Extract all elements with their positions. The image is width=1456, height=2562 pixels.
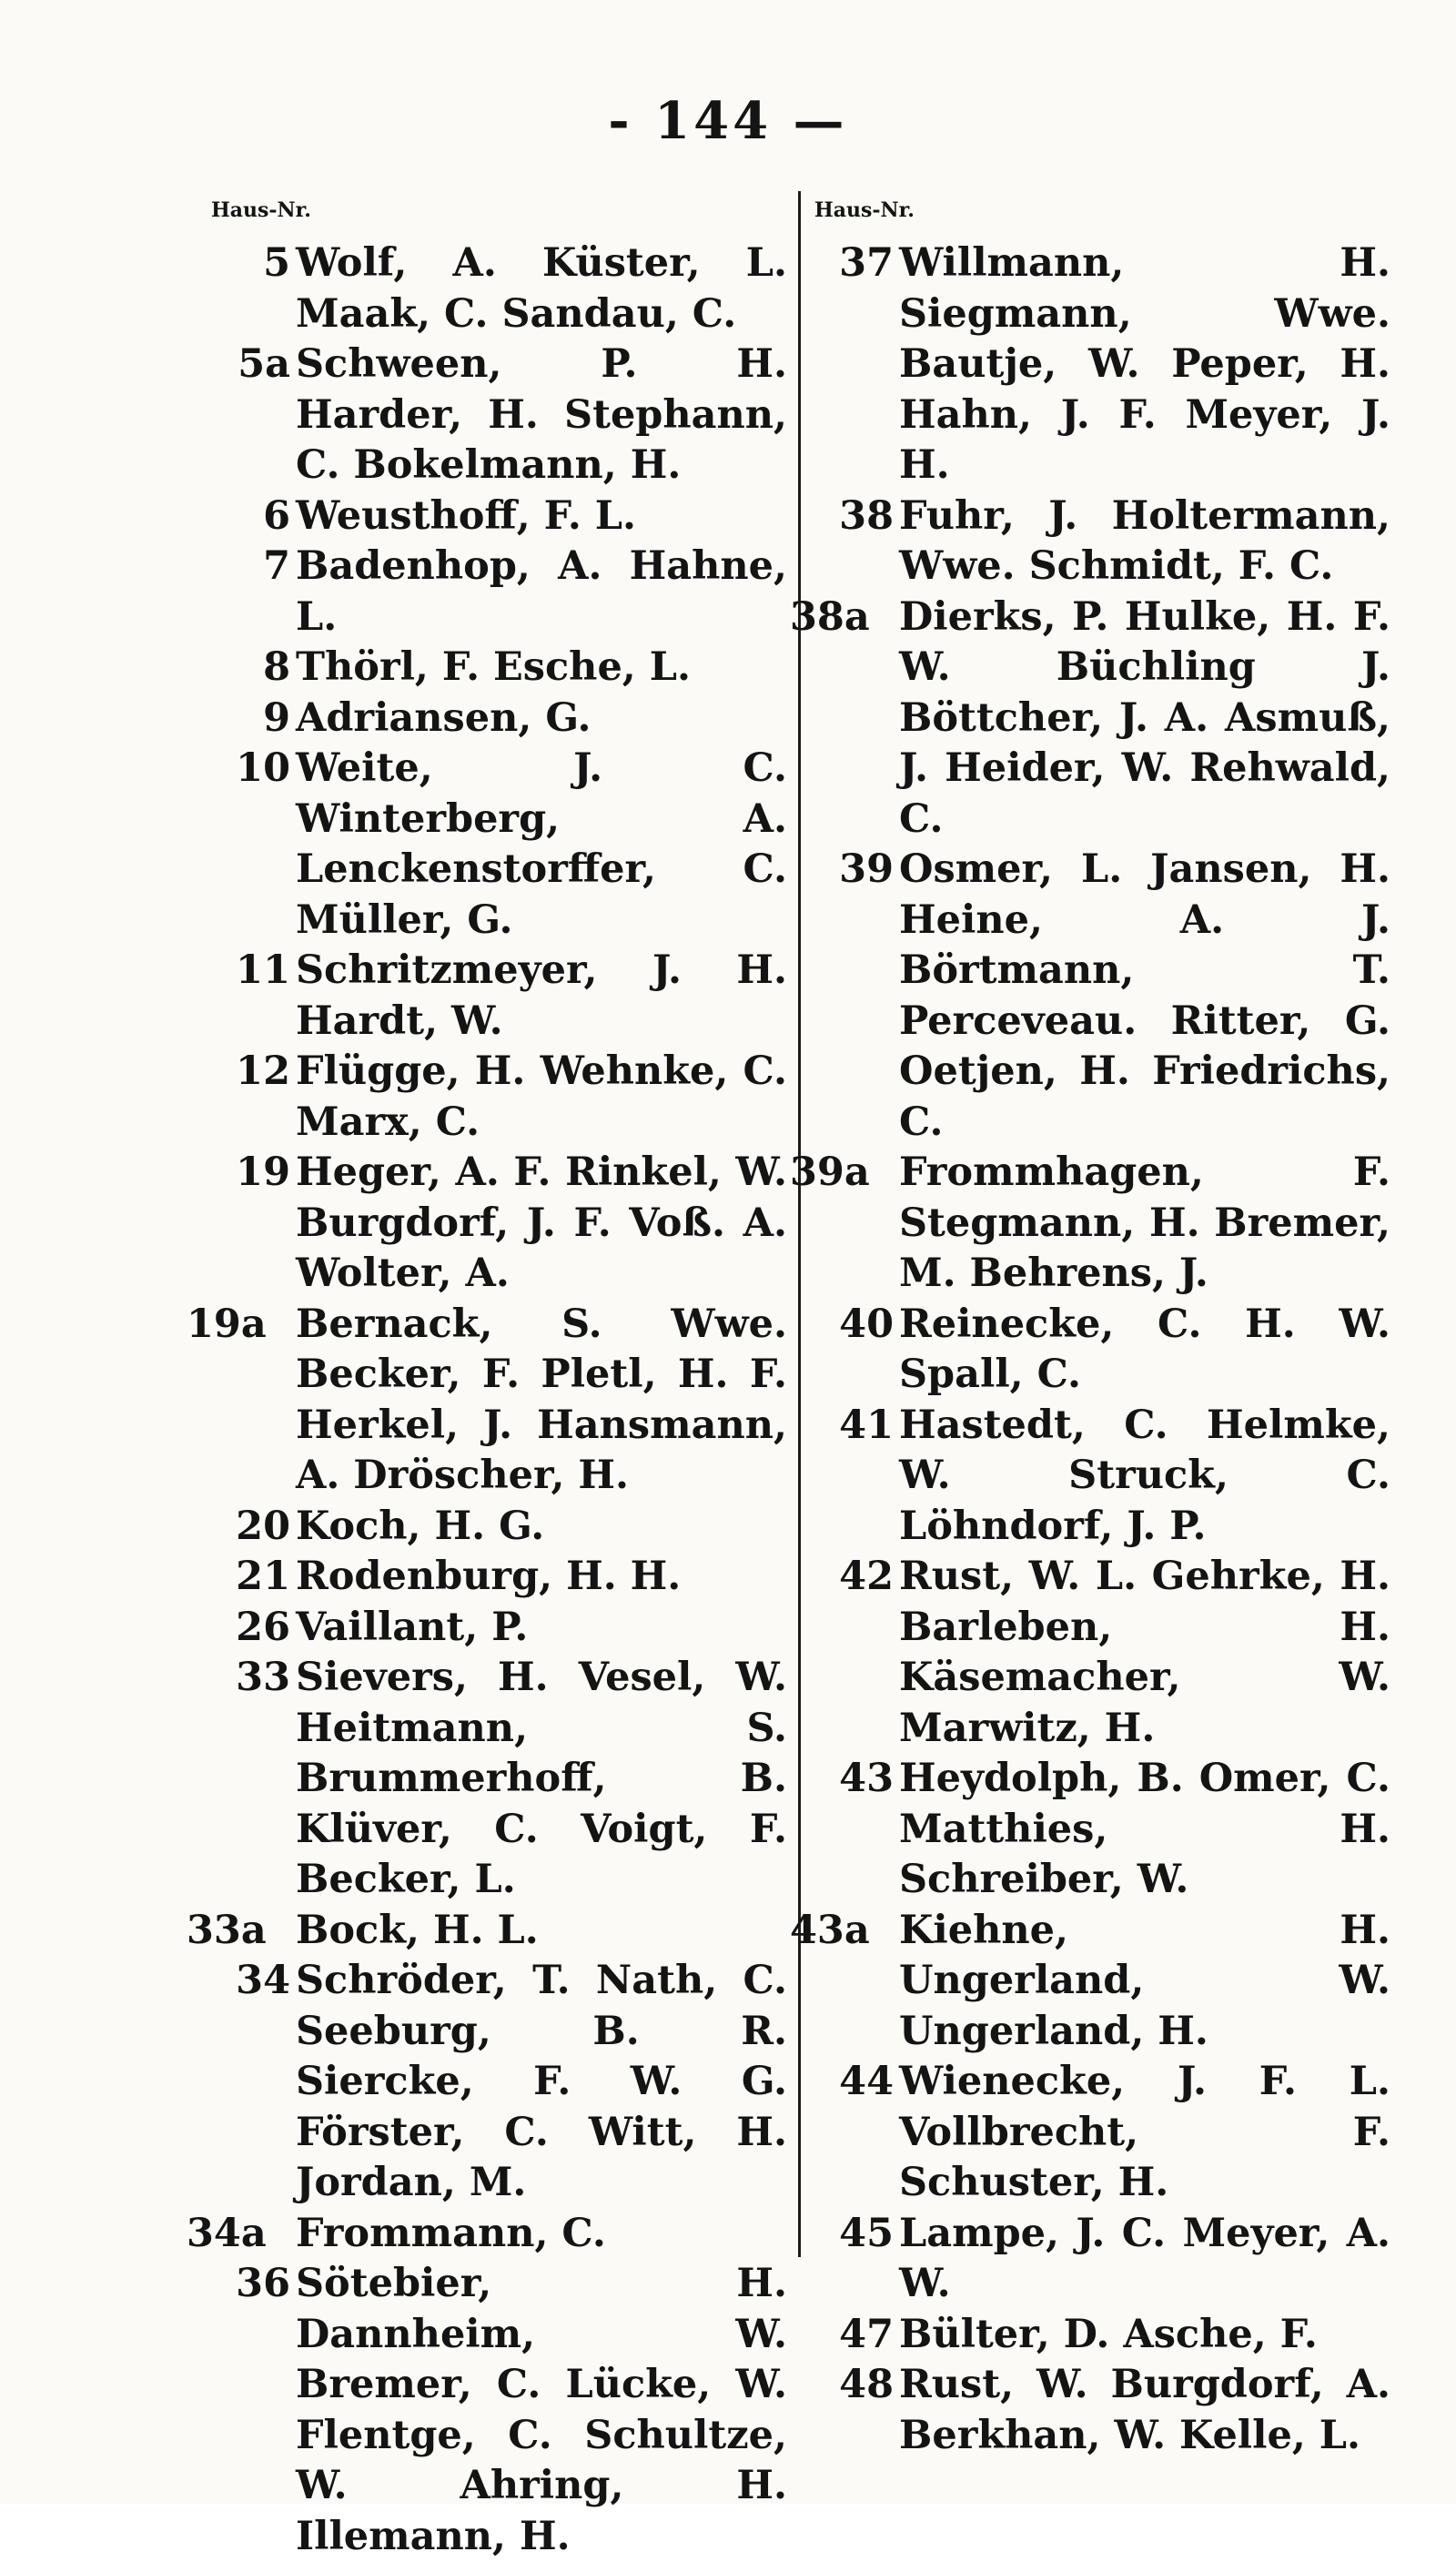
residents: Lampe, J. C. Meyer, A. W. bbox=[899, 2210, 1390, 2306]
house-number: 39 bbox=[839, 846, 894, 892]
house-entry bbox=[808, 2310, 1390, 2361]
house-number: 48 bbox=[839, 2362, 894, 2407]
left-column-header: Haus-Nr. bbox=[211, 198, 311, 222]
house-entry bbox=[187, 1300, 787, 1502]
residents: Bülter, D. Asche, F. bbox=[899, 2311, 1318, 2357]
house-entry bbox=[808, 2360, 1390, 2461]
house-entry bbox=[187, 1906, 787, 1957]
house-number: 38 bbox=[839, 492, 894, 539]
house-number: 5 bbox=[263, 240, 290, 286]
house-entry bbox=[790, 1148, 1390, 1300]
residents: Schritzmeyer, J. H. Hardt, W. bbox=[296, 947, 787, 1044]
house-entry bbox=[808, 2209, 1390, 2310]
house-number: 12 bbox=[236, 1048, 290, 1094]
house-number: 47 bbox=[839, 2311, 894, 2357]
residents: Bock, H. L. bbox=[296, 1907, 539, 1953]
house-number: 33a bbox=[187, 1907, 267, 1953]
residents: Weusthoff, F. L. bbox=[296, 492, 637, 539]
residents: Weite, J. C. Winterberg, A. Lenckenstorffer, C. Müller, G. bbox=[296, 745, 787, 943]
house-entry bbox=[808, 2057, 1390, 2209]
residents: Rust, W. L. Gehrke, H. Barleben, H. Käsemacher, W. Marwitz, H. bbox=[899, 1554, 1390, 1751]
house-entry bbox=[205, 491, 787, 542]
residents: Rust, W. Burgdorf, A. Berkhan, W. Kelle, L. bbox=[899, 2362, 1390, 2458]
residents: Bernack, S. Wwe. Becker, F. Pletl, H. F. Herkel, J. Hansmann, A. Dröscher, H. bbox=[296, 1301, 787, 1498]
house-number: 6 bbox=[263, 492, 290, 539]
house-number: 34a bbox=[187, 2210, 267, 2256]
left-column bbox=[187, 238, 787, 2562]
house-number: 39a bbox=[790, 1149, 870, 1195]
house-entry bbox=[808, 845, 1390, 1148]
right-column bbox=[790, 238, 1390, 2461]
residents: Schröder, T. Nath, C. Seeburg, B. R. Siercke, F. W. G. Förster, C. Witt, H. Jordan, M. bbox=[296, 1958, 787, 2205]
house-number: 42 bbox=[839, 1554, 894, 1599]
house-entry bbox=[205, 1552, 787, 1603]
residents: Sievers, H. Vesel, W. Heitmann, S. Brummerhoff, B. Klüver, C. Voigt, F. Becker, L. bbox=[296, 1655, 787, 1902]
residents: Vaillant, P. bbox=[296, 1604, 529, 1650]
house-entry bbox=[808, 1401, 1390, 1553]
house-entry bbox=[205, 1956, 787, 2209]
house-entry bbox=[205, 2259, 787, 2562]
residents: Fuhr, J. Holtermann, Wwe. Schmidt, F. C. bbox=[899, 492, 1390, 589]
house-number: 21 bbox=[236, 1554, 290, 1599]
residents: Wolf, A. Küster, L. Maak, C. Sandau, C. bbox=[296, 240, 787, 337]
residents: Rodenburg, H. H. bbox=[296, 1554, 682, 1599]
house-number: 43a bbox=[790, 1907, 870, 1953]
house-number: 45 bbox=[839, 2210, 894, 2256]
house-number: 7 bbox=[263, 543, 290, 589]
house-entry bbox=[205, 1603, 787, 1654]
house-entry bbox=[808, 1300, 1390, 1401]
residents: Koch, H. G. bbox=[296, 1503, 545, 1549]
house-entry bbox=[808, 1754, 1390, 1906]
residents: Frommhagen, F. Stegmann, H. Bremer, M. Behrens, J. bbox=[899, 1149, 1390, 1296]
house-number: 19a bbox=[187, 1301, 267, 1347]
residents: Sötebier, H. Dannheim, W. Bremer, C. Lücke, W. Flentge, C. Schultze, W. Ahring, H. Illemann, H. bbox=[296, 2261, 787, 2559]
house-number: 19 bbox=[236, 1149, 290, 1195]
house-number: 38a bbox=[790, 593, 870, 640]
house-number: 8 bbox=[263, 644, 290, 690]
house-entry bbox=[205, 339, 787, 491]
house-entry bbox=[205, 1653, 787, 1906]
residents: Wienecke, J. F. L. Vollbrecht, F. Schuster, H. bbox=[899, 2059, 1390, 2205]
house-entry bbox=[808, 238, 1390, 491]
house-entry bbox=[205, 1047, 787, 1148]
residents: Reinecke, C. H. W. Spall, C. bbox=[899, 1301, 1390, 1397]
residents: Dierks, P. Hulke, H. F. W. Büchling J. Böttcher, J. A. Asmuß, J. Heider, W. Rehwald, C. bbox=[899, 593, 1390, 842]
house-entry bbox=[808, 1552, 1390, 1754]
house-number: 36 bbox=[236, 2261, 290, 2306]
house-entry bbox=[205, 694, 787, 744]
house-number: 37 bbox=[839, 240, 894, 286]
residents: Osmer, L. Jansen, H. Heine, A. J. Börtmann, T. Perceveau. Ritter, G. Oetjen, H. Friedrichs, C. bbox=[899, 846, 1390, 1145]
residents: Heger, A. F. Rinkel, W. Burgdorf, J. F. Voß. A. Wolter, A. bbox=[296, 1149, 787, 1296]
house-number: 43 bbox=[839, 1756, 894, 1801]
house-entry bbox=[205, 1502, 787, 1553]
house-entry bbox=[187, 2209, 787, 2260]
house-entry bbox=[205, 946, 787, 1047]
residents: Frommann, C. bbox=[296, 2210, 606, 2256]
house-number: 44 bbox=[839, 2059, 894, 2104]
house-entry bbox=[205, 1148, 787, 1300]
residents: Kiehne, H. Ungerland, W. Ungerland, H. bbox=[899, 1907, 1390, 2054]
residents: Flügge, H. Wehnke, C. Marx, C. bbox=[296, 1048, 787, 1145]
house-number: 11 bbox=[236, 947, 290, 993]
house-number: 26 bbox=[236, 1604, 290, 1650]
page-number: - 144 — bbox=[608, 91, 848, 151]
house-entry bbox=[205, 542, 787, 643]
residents: Willmann, H. Siegmann, Wwe. Bautje, W. Peper, H. Hahn, J. F. Meyer, J. H. bbox=[899, 240, 1390, 488]
residents: Heydolph, B. Omer, C. Matthies, H. Schreiber, W. bbox=[899, 1756, 1390, 1902]
house-number: 41 bbox=[839, 1402, 894, 1448]
residents: Badenhop, A. Hahne, L. bbox=[296, 543, 787, 640]
house-entry bbox=[205, 238, 787, 339]
residents: Thörl, F. Esche, L. bbox=[296, 644, 691, 690]
residents: Hastedt, C. Helmke, W. Struck, C. Löhndorf, J. P. bbox=[899, 1402, 1390, 1549]
house-entry bbox=[790, 1906, 1390, 2058]
house-number: 20 bbox=[236, 1503, 290, 1549]
residents: Schween, P. H. Harder, H. Stephann, C. Bokelmann, H. bbox=[296, 341, 787, 488]
right-column-header: Haus-Nr. bbox=[814, 198, 915, 222]
house-entry bbox=[205, 744, 787, 946]
residents: Adriansen, G. bbox=[296, 694, 592, 741]
house-number: 40 bbox=[839, 1301, 894, 1347]
house-entry bbox=[790, 592, 1390, 846]
house-number: 5a bbox=[238, 341, 290, 387]
house-number: 34 bbox=[236, 1958, 290, 2003]
house-entry bbox=[808, 491, 1390, 592]
house-number: 9 bbox=[263, 694, 290, 741]
house-number: 10 bbox=[236, 745, 290, 791]
house-entry bbox=[205, 643, 787, 694]
house-number: 33 bbox=[236, 1655, 290, 1700]
